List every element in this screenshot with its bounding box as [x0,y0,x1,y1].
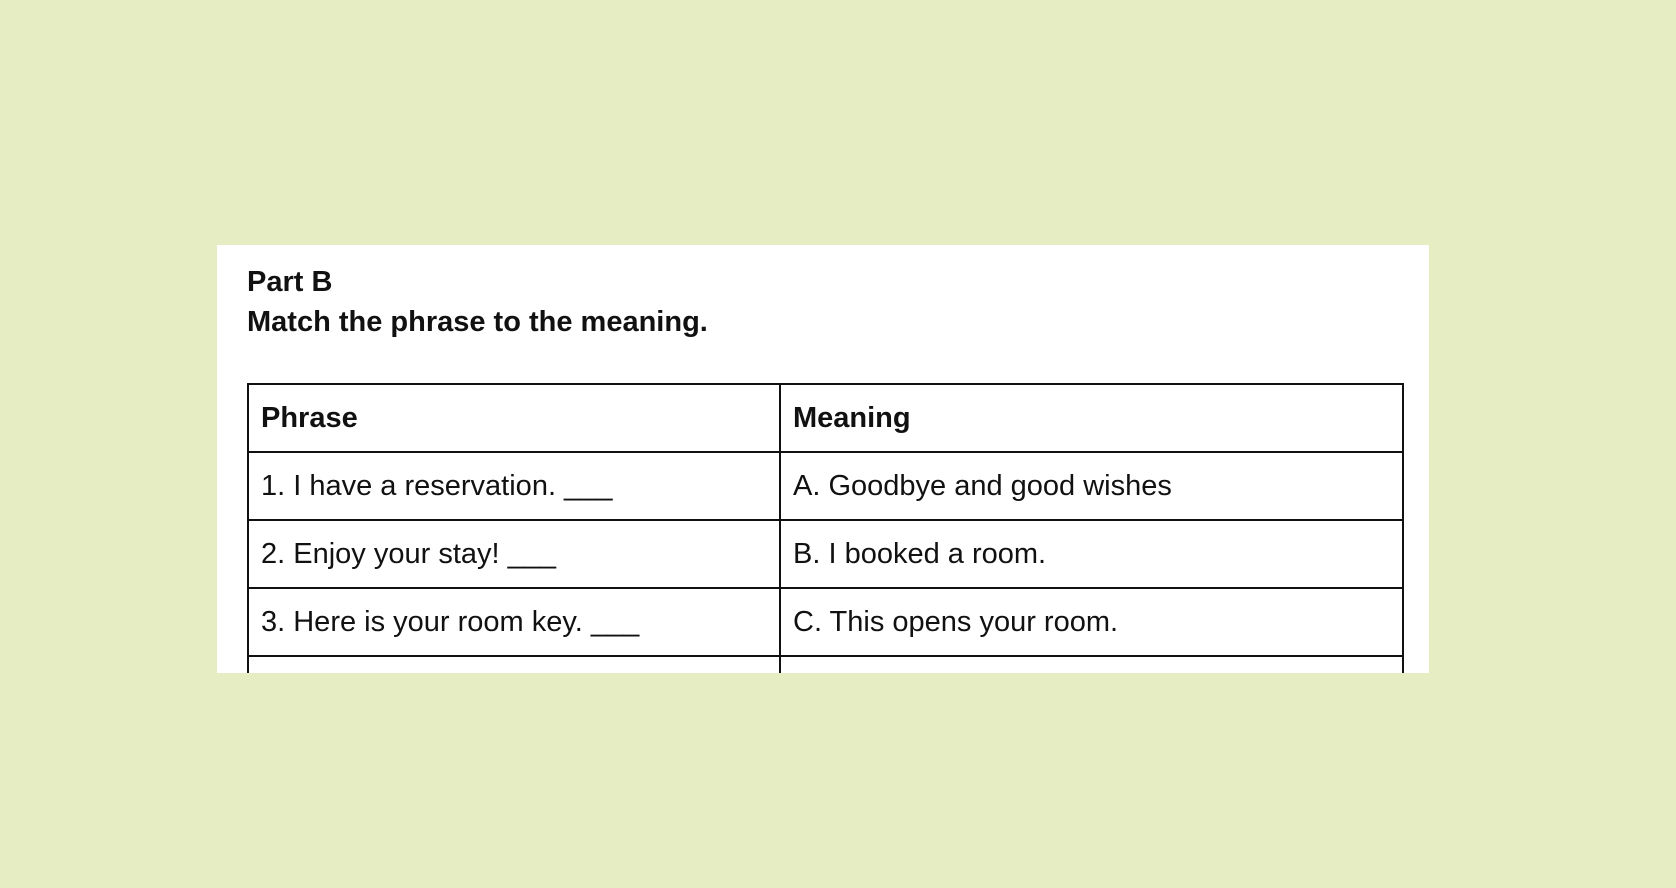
table-row [248,452,1403,520]
table-header-row [248,384,1403,452]
part-title: Part B [247,266,333,298]
column-header-meaning: Meaning [780,384,1403,452]
worksheet-card [217,245,1429,673]
table-row [248,588,1403,656]
meaning-cell: A. Goodbye and good wishes [780,452,1403,520]
column-header-phrase: Phrase [248,384,780,452]
meaning-cell: C. This opens your room. [780,588,1403,656]
phrase-cell [248,656,780,673]
matching-table [247,383,1404,673]
table-row [248,520,1403,588]
phrase-cell: 1. I have a reservation. ___ [248,452,780,520]
table-row [248,656,1403,673]
meaning-cell: B. I booked a room. [780,520,1403,588]
phrase-cell: 3. Here is your room key. ___ [248,588,780,656]
phrase-cell: 2. Enjoy your stay! ___ [248,520,780,588]
instruction-text: Match the phrase to the meaning. [247,306,708,338]
meaning-cell [780,656,1403,673]
